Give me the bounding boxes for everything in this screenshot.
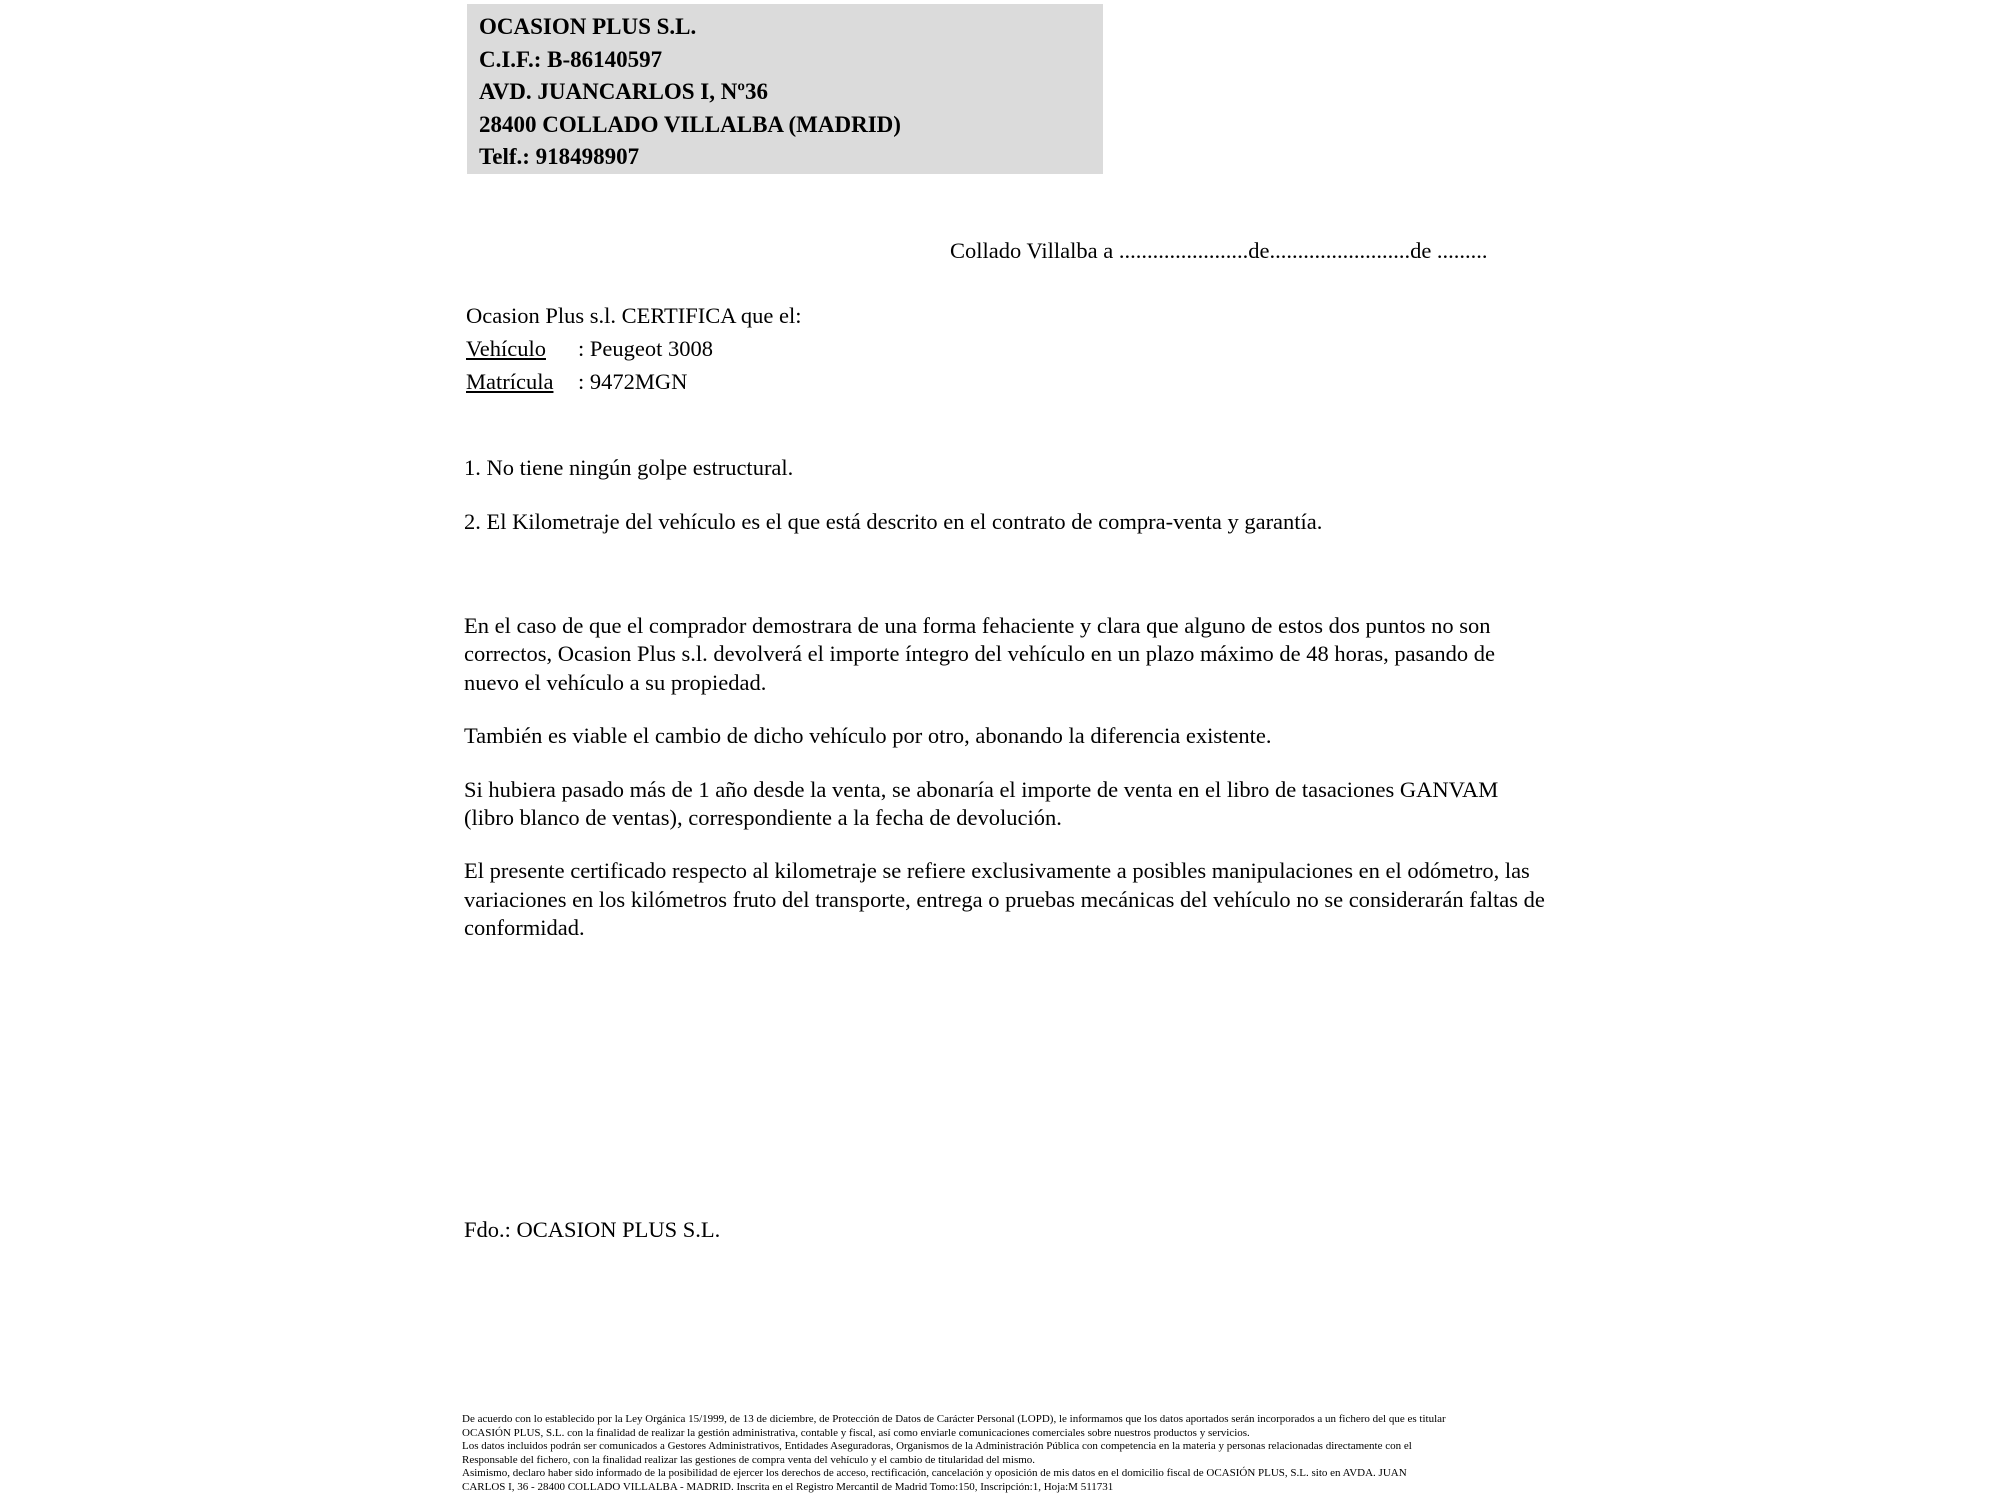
company-header-box — [467, 4, 1103, 174]
company-cif: C.I.F.: B-86140597 — [479, 46, 663, 72]
footer-line-1: De acuerdo con lo establecido por la Ley Orgánica 15/1999, de 13 de diciembre, de Protección de Datos de Carácter Personal (LOPD), le informamos que los datos aportados serán incorporados a un fichero del que es titular — [462, 1413, 1446, 1425]
footer-line-2: OCASIÓN PLUS, S.L. con la finalidad de realizar la gestión administrativa, contable y fiscal, así como enviarle comunicaciones comerciales sobre nuestros productos y servicios. — [462, 1426, 1250, 1439]
legal-footer — [462, 1413, 1582, 1495]
footer-line-3: Los datos incluidos podrán ser comunicados a Gestores Administrativos, Entidades Aseguradoras, Organismos de la Administración Pública con competencia en la materia y personas relacionadas directamente con el — [462, 1440, 1412, 1453]
plate-row — [466, 365, 802, 398]
vehicle-label-col — [466, 332, 578, 365]
place-date-line: Collado Villalba a .......................de.........................de ......... — [950, 238, 1488, 263]
vehicle-label: Vehículo — [466, 336, 546, 361]
paragraph-refund: En el caso de que el comprador demostrara de una forma fehaciente y clara que alguno de estos dos puntos no son correctos, Ocasion Plus s.l. devolverá el importe íntegro del vehículo en un plazo máximo de 48 horas, pasando de nuevo el vehículo a su propiedad. — [464, 613, 1495, 695]
paragraph-ganvam: Si hubiera pasado más de 1 año desde la venta, se abonaría el importe de venta en el libro de tasaciones GANVAM (libro blanco de ventas), correspondiente a la fecha de devolución. — [464, 776, 1499, 831]
plate-label-col — [466, 365, 578, 398]
company-name: OCASION PLUS S.L. — [479, 14, 697, 39]
paragraph-exchange: También es viable el cambio de dicho vehículo por otro, abonando la diferencia existente. — [464, 723, 1272, 749]
signature-line: Fdo.: OCASION PLUS S.L. — [464, 1217, 721, 1242]
company-address: AVD. JUANCARLOS I, Nº36 — [479, 79, 768, 104]
certified-point-1: 1. No tiene ningún golpe estructural. — [464, 455, 794, 480]
vehicle-row — [466, 332, 802, 365]
footer-line-6: CARLOS I, 36 - 28400 COLLADO VILLALBA - MADRID. Inscrita en el Registro Mercantil de Madrid Tomo:150, Inscripción:1, Hoja:M 511731 — [462, 1480, 1114, 1493]
certified-point-2: 2. El Kilometraje del vehículo es el que está descrito en el contrato de compra-venta y garantía. — [464, 509, 1323, 534]
footer-line-4: Responsable del fichero, con la finalidad realizar las gestiones de compra venta del vehículo y el cambio de titularidad del mismo. — [462, 1453, 1036, 1466]
certify-intro: Ocasion Plus s.l. CERTIFICA que el: — [466, 303, 802, 328]
vehicle-value: : Peugeot 3008 — [578, 336, 713, 361]
plate-label: Matrícula — [466, 369, 554, 394]
body-paragraphs — [464, 612, 1549, 968]
certification-block — [466, 299, 802, 398]
footer-line-5: Asimismo, declaro haber sido informado de la posibilidad de ejercer los derechos de acceso, rectificación, cancelación y oposición de mis datos en el domicilio fiscal de OCASIÓN PLUS, S.L. sito en AVDA. JUAN — [462, 1467, 1407, 1480]
company-phone: Telf.: 918498907 — [479, 144, 640, 169]
plate-value: : 9472MGN — [578, 369, 688, 394]
paragraph-odometer: El presente certificado respecto al kilometraje se refiere exclusivamente a posibles manipulaciones en el odómetro, las variaciones en los kilómetros fruto del transporte, entrega o pruebas mecánicas del vehículo no se considerarán faltas de conformidad. — [464, 858, 1545, 941]
company-city: 28400 COLLADO VILLALBA (MADRID) — [479, 111, 901, 137]
